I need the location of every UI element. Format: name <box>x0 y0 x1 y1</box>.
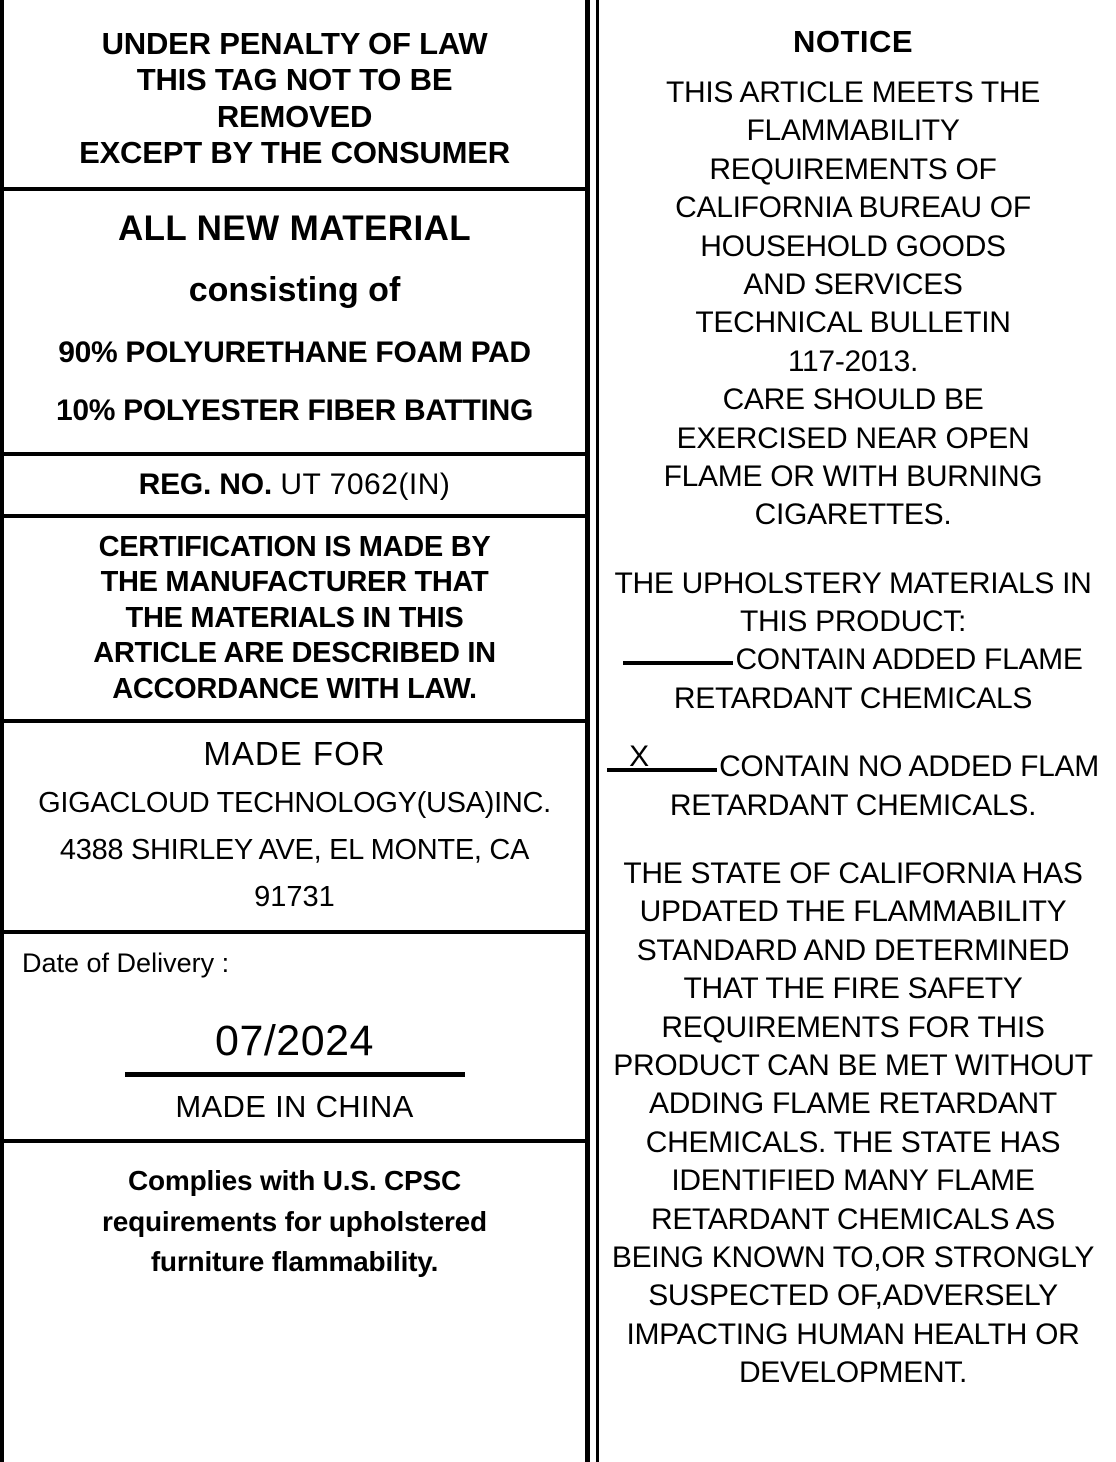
article-meets-line-5: HOUSEHOLD GOODS <box>700 229 1006 263</box>
option-no-added-flame-retardant[interactable] <box>604 740 1102 825</box>
state-statement-line-4: THAT THE FIRE SAFETY <box>683 972 1023 1006</box>
option-contain-text-2: RETARDANT CHEMICALS <box>673 681 1033 715</box>
spacer-3 <box>604 825 1102 855</box>
material-item-foam: 90% POLYURETHANE FOAM PAD <box>58 336 531 370</box>
state-statement-line-14: DEVELOPMENT. <box>738 1356 968 1390</box>
material-item-batting: 10% POLYESTER FIBER BATTING <box>56 394 533 428</box>
spacer-1 <box>604 535 1102 565</box>
upholstery-intro-line-2: THIS PRODUCT: <box>739 605 967 639</box>
material-heading: ALL NEW MATERIAL <box>117 209 472 249</box>
material-content-block <box>4 191 585 456</box>
checkbox-blank-contain[interactable] <box>623 661 733 665</box>
article-meets-line-1: THIS ARTICLE MEETS THE <box>665 76 1041 109</box>
made-in-country: MADE IN CHINA <box>175 1088 414 1124</box>
right-panel <box>590 0 1116 1462</box>
cpsc-line-1: Complies with U.S. CPSC <box>128 1164 461 1196</box>
state-statement-block <box>604 855 1102 1392</box>
penalty-line-2: THIS TAG NOT TO BE <box>136 62 453 98</box>
article-meets-line-12: CIGARETTES. <box>754 498 952 532</box>
penalty-line-1: UNDER PENALTY OF LAW <box>101 26 488 61</box>
penalty-line-3: REMOVED <box>216 98 373 134</box>
article-meets-line-6: AND SERVICES <box>743 267 963 301</box>
option-contain-text-1: CONTAIN ADDED FLAME <box>735 643 1083 677</box>
state-statement-line-2: UPDATED THE FLAMMABILITY <box>639 895 1067 929</box>
x-mark-icon: X <box>629 740 649 774</box>
certification-line-2: THE MANUFACTURER THAT <box>100 566 489 599</box>
upholstery-intro-block <box>604 565 1102 642</box>
article-meets-line-7: TECHNICAL BULLETIN <box>695 306 1011 340</box>
state-statement-line-7: ADDING FLAME RETARDANT <box>649 1087 1057 1121</box>
certification-line-4: ARTICLE ARE DESCRIBED IN <box>93 637 496 670</box>
registration-number-block <box>4 456 585 518</box>
state-statement-line-5: REQUIREMENTS FOR THIS <box>661 1010 1045 1044</box>
made-for-company: GIGACLOUD TECHNOLOGY(USA)INC. <box>38 786 551 819</box>
spacer-2 <box>604 718 1102 748</box>
article-meets-line-11: FLAME OR WITH BURNING <box>663 459 1043 493</box>
certification-block <box>4 518 585 723</box>
delivery-date-block <box>4 934 585 1143</box>
delivery-date-value: 07/2024 <box>215 1016 374 1065</box>
registration-label: REG. NO. <box>138 468 273 502</box>
state-statement-line-3: STANDARD AND DETERMINED <box>636 933 1070 967</box>
option-contain-flame-retardant[interactable] <box>604 641 1102 718</box>
article-meets-line-9: CARE SHOULD BE <box>722 383 984 417</box>
option-no-contain-text-2: RETARDANT CHEMICALS. <box>669 788 1037 822</box>
penalty-notice-block <box>4 0 585 191</box>
made-for-zip: 91731 <box>254 880 335 913</box>
option-contain-line-1 <box>604 641 1102 679</box>
state-statement-line-11: BEING KNOWN TO,OR STRONGLY <box>611 1240 1095 1274</box>
article-meets-line-8: 117-2013. <box>787 344 919 378</box>
certification-line-5: ACCORDANCE WITH LAW. <box>112 672 477 705</box>
upholstery-intro-line-1: THE UPHOLSTERY MATERIALS IN <box>614 566 1092 600</box>
article-meets-line-4: CALIFORNIA BUREAU OF <box>675 191 1031 225</box>
certification-line-3: THE MATERIALS IN THIS <box>125 601 464 634</box>
delivery-date-label: Date of Delivery : <box>22 947 230 978</box>
made-for-block <box>4 723 585 934</box>
material-subheading: consisting of <box>188 271 401 310</box>
penalty-line-4: EXCEPT BY THE CONSUMER <box>79 134 510 170</box>
state-statement-line-1: THE STATE OF CALIFORNIA HAS <box>623 857 1083 891</box>
delivery-date-underline <box>125 1072 465 1077</box>
registration-value: UT 7062(IN) <box>280 468 451 502</box>
made-for-title: MADE FOR <box>203 734 386 772</box>
article-meets-line-2: FLAMMABILITY <box>746 114 960 148</box>
state-statement-line-9: IDENTIFIED MANY FLAME <box>671 1164 1035 1198</box>
cpsc-line-2: requirements for upholstered <box>102 1205 487 1237</box>
state-statement-line-10: RETARDANT CHEMICALS AS <box>650 1202 1056 1236</box>
checkbox-marked-no-contain[interactable] <box>607 740 717 774</box>
certification-line-1: CERTIFICATION IS MADE BY <box>98 531 491 564</box>
cpsc-compliance-block <box>4 1143 585 1297</box>
made-for-address: 4388 SHIRLEY AVE, EL MONTE, CA <box>59 833 530 866</box>
article-meets-block <box>604 74 1102 535</box>
notice-title: NOTICE <box>792 24 914 59</box>
option-no-contain-line-1 <box>604 740 1102 786</box>
article-meets-line-3: REQUIREMENTS OF <box>709 152 997 186</box>
option-no-contain-text-1: CONTAIN NO ADDED FLAM <box>719 750 1099 784</box>
cpsc-line-3: furniture flammability. <box>150 1246 439 1278</box>
state-statement-line-6: PRODUCT CAN BE MET WITHOUT <box>613 1048 1093 1082</box>
state-statement-line-12: SUSPECTED OF,ADVERSELY <box>648 1279 1058 1313</box>
state-statement-line-8: CHEMICALS. THE STATE HAS <box>645 1125 1061 1159</box>
article-meets-line-10: EXERCISED NEAR OPEN <box>676 421 1030 455</box>
state-statement-line-13: IMPACTING HUMAN HEALTH OR <box>626 1317 1080 1351</box>
